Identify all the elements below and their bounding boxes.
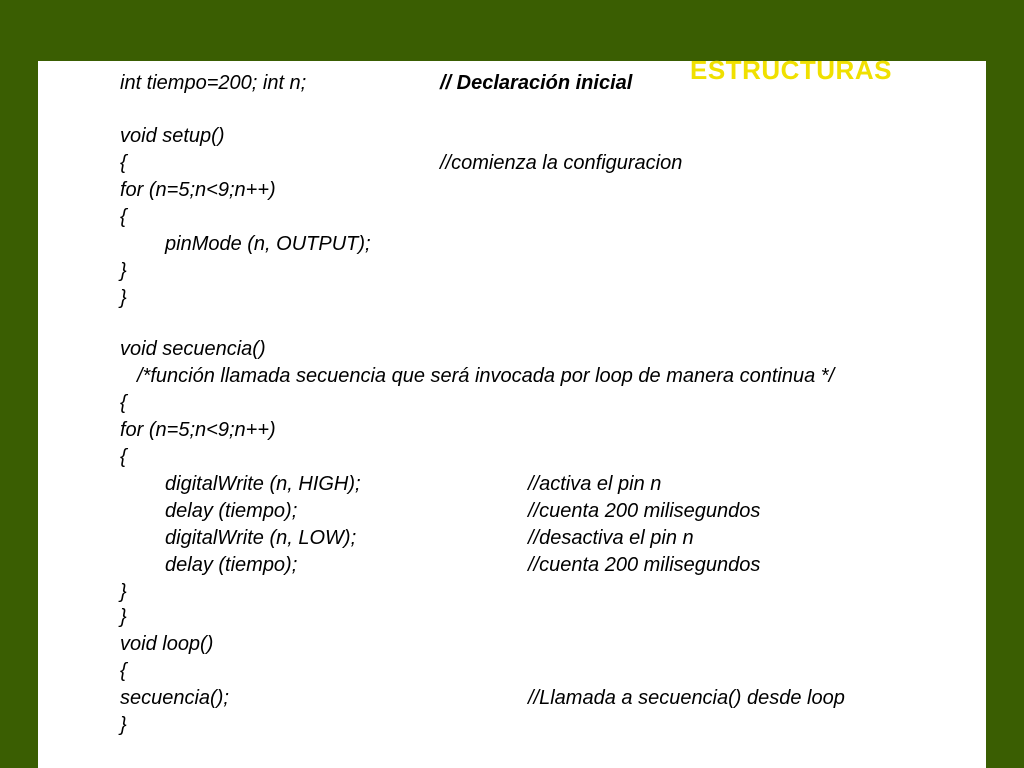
- code-line: }: [120, 714, 127, 736]
- code-comment: // Declaración inicial: [440, 72, 633, 94]
- code-line: /*función llamada secuencia que será invocada por loop de manera continua */: [137, 365, 835, 387]
- code-line: digitalWrite (n, LOW);: [165, 527, 357, 549]
- code-line: {: [120, 446, 127, 468]
- code-comment: //cuenta 200 milisegundos: [528, 554, 761, 576]
- code-comment: //desactiva el pin n: [528, 527, 694, 549]
- code-line: }: [120, 260, 127, 282]
- code-line: {: [120, 206, 127, 228]
- code-line: digitalWrite (n, HIGH);: [165, 473, 361, 495]
- code-line: pinMode (n, OUTPUT);: [165, 233, 371, 255]
- code-line: void setup(): [120, 125, 225, 147]
- code-comment: //Llamada a secuencia() desde loop: [528, 687, 845, 709]
- slide-title: ESTRUCTURAS: [690, 55, 892, 85]
- code-comment: //comienza la configuracion: [440, 152, 683, 174]
- code-line: int tiempo=200; int n;: [120, 72, 307, 94]
- code-line: {: [120, 392, 127, 414]
- code-line: }: [120, 581, 127, 603]
- code-line: void secuencia(): [120, 338, 266, 360]
- code-line: delay (tiempo);: [165, 500, 298, 522]
- code-line: secuencia();: [120, 687, 229, 709]
- code-line: for (n=5;n<9;n++): [120, 419, 276, 441]
- code-line: delay (tiempo);: [165, 554, 298, 576]
- code-line: {: [120, 660, 127, 682]
- code-line: }: [120, 287, 127, 309]
- code-line: for (n=5;n<9;n++): [120, 179, 276, 201]
- code-line: }: [120, 606, 127, 628]
- code-comment: //activa el pin n: [528, 473, 662, 495]
- code-line: void loop(): [120, 633, 214, 655]
- code-comment: //cuenta 200 milisegundos: [528, 500, 761, 522]
- code-line: {: [120, 152, 127, 174]
